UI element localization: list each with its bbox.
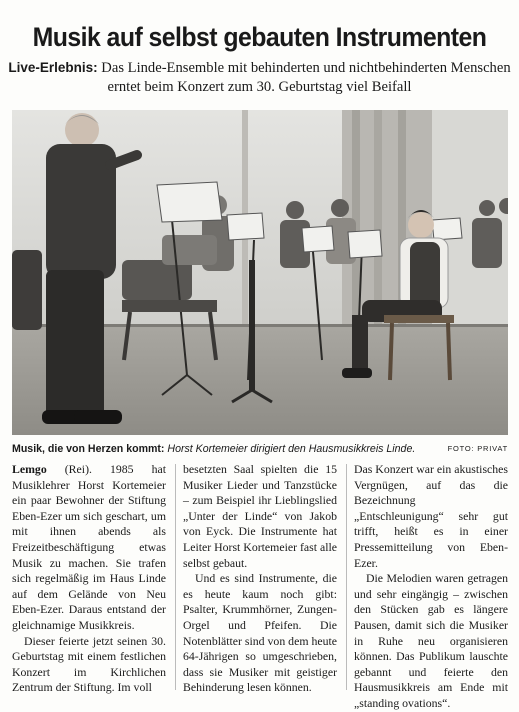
paragraph: Dieser feierte jetzt seinen 30. Geburtstag mit einem festlichen Konzert im Kirchlichen Zentrum der Stiftung. Im voll — [12, 633, 166, 695]
article-column-3 — [354, 462, 508, 712]
paragraph: Die Melodien waren getragen und sehr eingängig – zwischen den Stücken gab es längere Pausen, damit sich die Musiker in Ruhe neu organisieren können. Das Publikum lauschte gebannt und feierte den Hausmusikkreis am Ende mit „standing ovations“. — [354, 571, 508, 710]
paragraph — [12, 462, 166, 634]
paragraph: besetzten Saal spielten die 15 Musiker Lieder und Tanzstücke – zum Beispiel ihr Lieblingslied „Unter der Linde“ von Jakob von Eyck. Die Instrumente hat Leiter Horst Kortemeier fast alle selbst gebaut. — [183, 462, 337, 570]
article-column-1 — [12, 462, 166, 696]
caption-lead: Musik, die von Herzen kommt: — [12, 443, 165, 455]
article-column-2 — [183, 462, 337, 696]
dateline: Lemgo — [12, 462, 47, 476]
photo-credit: FOTO: PRIVAT — [447, 444, 508, 453]
photo-illustration — [12, 110, 508, 435]
column-divider — [346, 464, 347, 690]
subheadline — [0, 58, 519, 97]
column-divider — [175, 464, 176, 690]
photo-caption — [12, 440, 508, 458]
paragraph: Das Konzert war ein akustisches Vergnügen, auf das die Bezeichnung „Entschleunigung“ sehr gut trifft, heißt es in einer Pressemitteilung von Eben-Ezer. — [354, 462, 508, 570]
subhead-text: Das Linde-Ensemble mit behinderten und nichtbehinderten Menschen erntet beim Konzert zum 30. Geburtstag viel Beifall — [97, 60, 511, 95]
caption-text: Horst Kortemeier dirigiert den Hausmusikkreis Linde. — [164, 443, 416, 455]
subhead-kicker: Live-Erlebnis: — [8, 60, 98, 75]
article-photo — [12, 110, 508, 435]
paragraph-text: (Rei). 1985 hat Musiklehrer Horst Kortemeier ein paar Bewohner der Stiftung Eben-Ezer um sich geschart, um mit ihnen abends als Freizeitbeschäftigung etwas Musik zu machen. Sie trafen sich regelmäßig im Haus Linde auf dem Gelände von Neu Eben-Ezer. Daraus entstand der gleichnamige Musikkreis. — [12, 462, 166, 632]
paragraph: Und es sind Instrumente, die es heute kaum noch gibt: Psalter, Krummhörner, Zungen-Orgel und Pfeifen. Die Notenblätter sind von dem heute 64-Jährigen so umgeschrieben, dass sie Musiker mit geistiger Behinderung lesen können. — [183, 571, 337, 695]
headline: Musik auf selbst gebauten Instrumenten — [32, 22, 487, 53]
